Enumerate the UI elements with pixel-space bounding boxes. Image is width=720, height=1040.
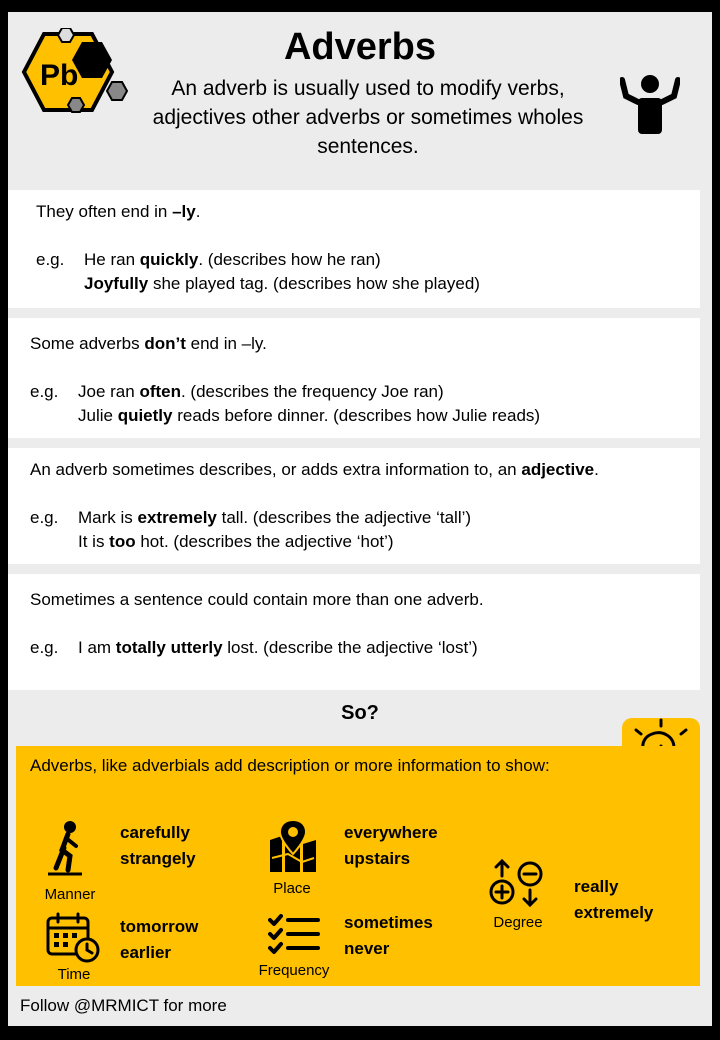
section-intro: Sometimes a sentence could contain more than one adverb. — [30, 590, 484, 609]
map-pin-icon — [268, 818, 318, 874]
plus-minus-icon — [488, 858, 546, 908]
example-line: Joe ran often. (describes the frequency Joe ran) — [78, 382, 444, 401]
category-words-frequency: sometimes never — [344, 913, 433, 958]
infographic-frame — [8, 12, 712, 1026]
so-heading: So? — [341, 702, 379, 724]
category-words-time: tomorrow earlier — [120, 917, 199, 962]
person-shrug-icon — [620, 74, 680, 136]
svg-text:Pb: Pb — [40, 59, 79, 92]
category-words-degree: really extremely — [574, 877, 654, 922]
category-label-place: Place — [273, 880, 311, 897]
example-line: Julie quietly reads before dinner. (describes how Julie reads) — [78, 406, 541, 425]
section-adjective — [8, 448, 700, 564]
example-line: Mark is extremely tall. (describes the adjective ‘tall’) — [78, 508, 472, 527]
section-ly-ending — [8, 190, 700, 308]
page-subtitle: An adverb is usually used to modify verbs, adjectives other adverbs or sometimes wholes sentences. — [152, 77, 584, 158]
category-label-frequency: Frequency — [258, 962, 330, 979]
eg-label: e.g. — [30, 382, 59, 401]
eg-label: e.g. — [36, 250, 65, 269]
example-line: He ran quickly. (describes how he ran) — [84, 250, 381, 269]
page-title: Adverbs — [283, 26, 437, 68]
example-line: I am totally utterly lost. (describe the adjective ‘lost’) — [78, 638, 478, 657]
category-words-manner: carefully strangely — [120, 823, 196, 868]
section-intro: They often end in –ly. — [36, 202, 201, 221]
example-line: Joyfully she played tag. (describes how she played) — [84, 274, 480, 293]
walking-person-icon — [46, 820, 84, 876]
section-multiple-adverbs — [8, 574, 700, 690]
footer-credit: Follow @MRMICT for more — [20, 996, 227, 1015]
category-label-time: Time — [57, 966, 91, 983]
header — [8, 12, 712, 190]
eg-label: e.g. — [30, 508, 59, 527]
example-line: It is too hot. (describes the adjective ‘hot’) — [78, 532, 394, 551]
category-label-manner: Manner — [44, 886, 96, 903]
eg-label: e.g. — [30, 638, 59, 657]
section-no-ly — [8, 318, 700, 438]
panel-intro: Adverbs, like adverbials add description or more information to show: — [30, 756, 550, 775]
section-intro: An adverb sometimes describes, or adds extra information to, an adjective. — [30, 460, 599, 479]
checklist-icon — [268, 914, 320, 954]
summary-panel — [16, 746, 700, 986]
calendar-clock-icon — [46, 912, 102, 964]
category-words-place: everywhere upstairs — [344, 823, 438, 868]
section-intro: Some adverbs don’t end in –ly. — [30, 334, 267, 353]
category-label-degree: Degree — [493, 914, 543, 931]
